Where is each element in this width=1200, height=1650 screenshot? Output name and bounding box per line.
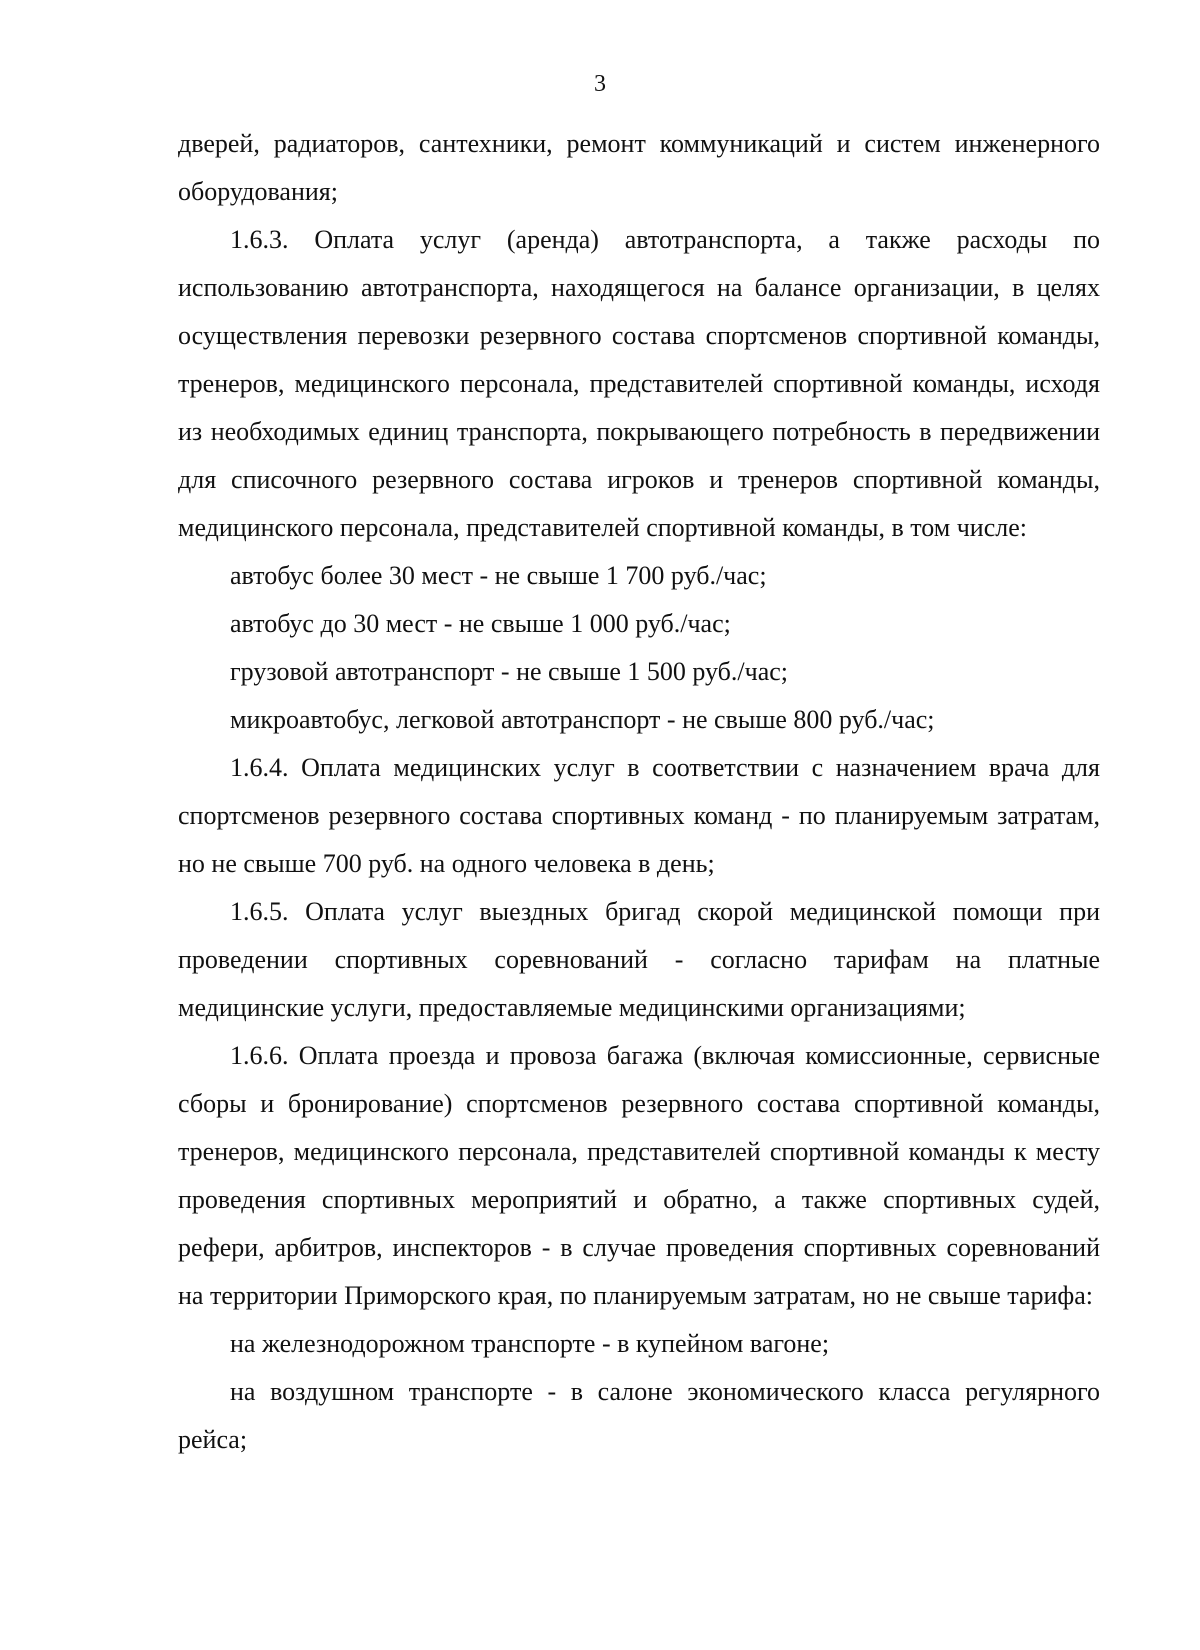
page-number: 3 — [594, 71, 606, 97]
paragraph: 1.6.5. Оплата услуг выездных бригад скорой медицинской помощи при проведении спортивных соревнований - согласно тарифам на платные медицинские услуги, предоставляемые медицинскими организациями; — [178, 897, 1100, 1022]
document-body — [178, 120, 1100, 1464]
paragraph: на воздушном транспорте - в салоне экономического класса регулярного рейса; — [178, 1377, 1100, 1454]
list-item: грузовой автотранспорт - не свыше 1 500 руб./час; — [230, 657, 789, 686]
paragraph: 1.6.4. Оплата медицинских услуг в соответствии с назначением врача для спортсменов резервного состава спортивных команд - по планируемым затратам, но не свыше 700 руб. на одного человека в день; — [178, 753, 1100, 878]
paragraph: 1.6.6. Оплата проезда и провоза багажа (включая комиссионные, сервисные сборы и бронирование) спортсменов резервного состава спортивной команды, тренеров, медицинского персонала, представителей спортивной команды к месту проведения спортивных мероприятий и обратно, а также спортивных судей, рефери, арбитров, инспекторов - в случае проведения спортивных соревнований на территории Приморского края, по планируемым затратам, но не свыше тарифа: — [178, 1041, 1100, 1310]
paragraph: дверей, радиаторов, сантехники, ремонт коммуникаций и систем инженерного оборудования; — [178, 129, 1100, 206]
list-item: микроавтобус, легковой автотранспорт - не свыше 800 руб./час; — [230, 705, 935, 734]
paragraph: 1.6.3. Оплата услуг (аренда) автотранспорта, а также расходы по использованию автотранспорта, находящегося на балансе организации, в целях осуществления перевозки резервного состава спортсменов спортивной команды, тренеров, медицинского персонала, представителей спортивной команды, исходя из необходимых единиц транспорта, покрывающего потребность в передвижении для списочного резервного состава игроков и тренеров спортивной команды, медицинского персонала, представителей спортивной команды, в том числе: — [178, 225, 1100, 542]
list-item: автобус до 30 мест - не свыше 1 000 руб./час; — [230, 609, 731, 638]
list-item: автобус более 30 мест - не свыше 1 700 руб./час; — [230, 561, 767, 590]
list-item: на железнодорожном транспорте - в купейном вагоне; — [230, 1329, 830, 1358]
